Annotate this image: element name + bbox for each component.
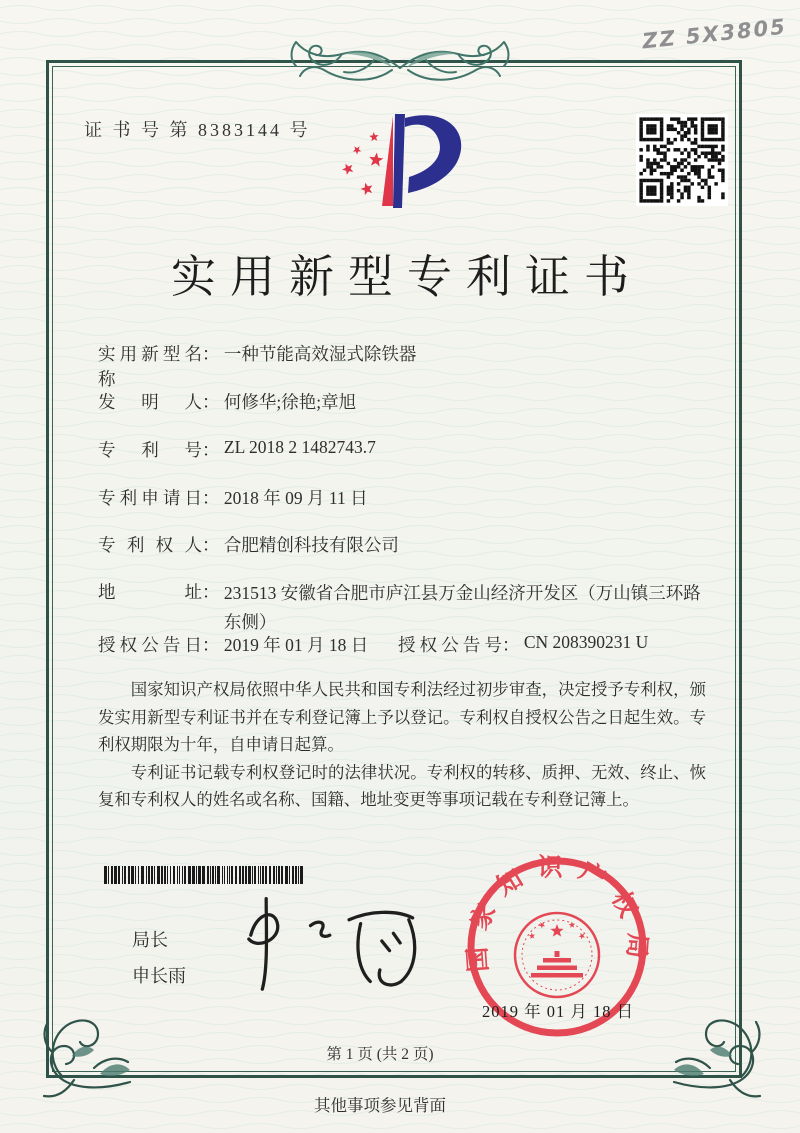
field-value: 合肥精创科技有限公司 [223, 535, 399, 555]
officer-title: 局长 [132, 930, 168, 950]
colon: ： [202, 440, 220, 460]
legal-paragraph-1: 国家知识产权局依照中华人民共和国专利法经过初步审查，决定授予专利权，颁发实用新型专利证书并在专利登记簿上予以登记。专利权自授权公告之日起生效。专利权期限为十年，自申请日起算。 [98, 680, 706, 754]
colon: ： [202, 392, 220, 412]
logo-p-stem [393, 114, 405, 208]
field-label: 实用新型名称 [98, 344, 202, 389]
field-label: 地址 [98, 582, 202, 602]
field-row-address [98, 579, 716, 637]
grant-date-value: 2019 年 01 月 18 日 [223, 635, 369, 655]
logo-stars [342, 132, 383, 195]
qr-code [636, 114, 728, 206]
field-label: 发明人 [98, 392, 202, 412]
commissioner-signature [218, 886, 430, 996]
field-row-patentee [98, 532, 399, 557]
cnipa-logo [332, 106, 512, 238]
field-value: 2018 年 09 月 11 日 [223, 488, 368, 508]
field-value: 231513 安徽省合肥市庐江县万金山经济开发区（万山镇三环路东侧） [223, 583, 701, 632]
seal-ring-text: 国家知识产权局 [463, 854, 651, 973]
field-value: ZL 2018 2 1482743.7 [223, 437, 376, 457]
officer-name: 申长雨 [132, 966, 186, 986]
field-value: 何修华;徐艳;章旭 [223, 392, 357, 412]
field-row-inventor [98, 389, 356, 414]
logo-red-wedge [382, 116, 393, 206]
barcode [104, 866, 308, 884]
legal-text [98, 676, 706, 814]
field-row-name [98, 341, 416, 391]
page-number: 第 1 页 (共 2 页) [326, 1046, 434, 1063]
logo-p-bowl [405, 115, 461, 193]
legal-paragraph-2: 专利证书记载专利权登记时的法律状况。专利权的转移、质押、无效、终止、恢复和专利权人的姓名或名称、国籍、地址变更等事项记载在专利登记簿上。 [98, 762, 706, 809]
colon: ： [202, 635, 220, 655]
grant-date-group [98, 635, 368, 655]
certificate-title: 实用新型专利证书 [170, 252, 643, 302]
grant-no-value: CN 208390231 U [523, 632, 649, 652]
colon: ： [202, 488, 220, 508]
officer-block [132, 922, 186, 994]
colon: ： [202, 582, 220, 602]
seal-date: 2019 年 01 月 18 日 [482, 1002, 635, 1021]
field-row-grant [98, 632, 738, 657]
field-label: 专利申请日 [98, 488, 202, 508]
field-row-filing-date [98, 485, 368, 510]
field-label: 授权公告日 [98, 635, 202, 655]
field-row-patent-no [98, 437, 376, 462]
field-value: 一种节能高效湿式除铁器 [223, 344, 417, 364]
field-label: 专利权人 [98, 535, 202, 555]
handwritten-mark: ZZ 5X3805 [641, 14, 788, 54]
back-note: 其他事项参见背面 [314, 1096, 446, 1115]
colon: ： [502, 635, 520, 655]
seal-national-emblem [515, 913, 599, 997]
top-border-ornament [278, 34, 522, 98]
field-label: 专利号 [98, 440, 202, 460]
colon: ： [202, 535, 220, 555]
grant-no-group [398, 632, 648, 657]
colon: ： [202, 344, 220, 364]
certificate-number: 证 书 号 第 8383144 号 [84, 120, 311, 140]
field-label: 授权公告号 [398, 635, 502, 655]
